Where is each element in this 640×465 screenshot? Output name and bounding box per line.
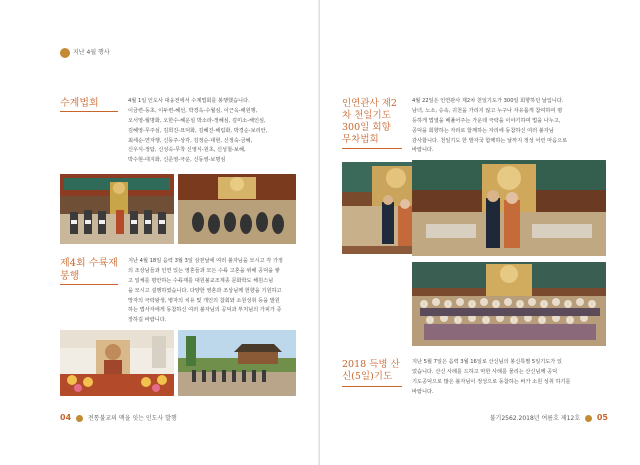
- section-rule: [342, 386, 402, 387]
- right-page: [320, 0, 640, 465]
- footer-left: [60, 413, 177, 422]
- footer-right: [490, 413, 608, 422]
- section-rule: [342, 148, 402, 149]
- section-body-ordination: 4월 1일 인도사 대웅전에서 수계법회를 봉행했습니다. 이금련-동초, 이두련-혜선, 박경옥-수월심, 이근옥-해원행, 오서영-월명화, 오한수-혜운심 박소라-정혜심, 김미소-해인심, 김혜영-무주심, 김희진-묘덕화, 김혜진-해림화, 박경순-보리안, 최세순-연자행, 신동주-상각, 김정순-대현, 신정숙-금혜, 신우식-정탐, 신성숙-무착 신영식-원초, 신성철-보혜, 박수현-대지화, 신준영-극운, 신동영-보명심: [128, 98, 268, 164]
- header-badge-icon: [60, 48, 70, 58]
- section-title-ordination: 수계법회: [60, 98, 99, 109]
- footer-logo-icon: [76, 415, 83, 422]
- photo-prayer-hall: [412, 160, 606, 256]
- section-body-suryukjae: 지난 4월 18일 음력 3월 3일 삼짇날에 여러 불자님을 모시고 각 가정 의 조상님들과 인연 있는 영혼들과 모든 수륙 고혼을 위해 공덕을 쌓 고 일체를 평안하는 수륙재를 대원불교조계종 문화학도 해원스님 을 모시고 설행하였습니다. 다양한 영혼과 조상님께 헌향을 기원하고 망자의 극락왕생, 병자의 치유 및 개인의 참회와 소원성취 등을 발원 하는 법사자에게 동참하신 여러 불자님의 공덕과 부처님의 가피가 증 장하길 바랍니다.: [128, 258, 283, 324]
- section-body-sanshin-prayer: 지난 5월 7일은 음력 3월 16일로 산신님의 봉신특별 5일기도가 있 었습니다. 산신 사례를 드하고 악한 사례를 물리는 산신님께 공덕 기도공덕으로 많은 불자님이 정성으로 동참하는 바가 소원 성취 하기를 바랍니다.: [412, 359, 571, 395]
- header-tag: 지난 4월 행사: [73, 49, 110, 56]
- photo-ordination-group: [60, 174, 174, 244]
- footer-logo-icon: [585, 415, 592, 422]
- section-rule: [60, 111, 118, 112]
- section-body-prayer-300: 4월 22일은 인연관사 제2차 천일기도가 300일 회향하던 날입니다. 남녀, 노소, 승속, 귀천을 가리지 않고 누구나 자유롭게 참여하여 평 등하게 법열을 베풀어주는 가운데 극락을 이야기하며 법을 나누고, 공덕을 회향하는 자리로 함께하는 자리에 동참하신 여러 불자님 감사합니다. 천일기도 한 발자국 함께하는 날까지 정성 어린 마음으로 바랍니다.: [412, 98, 568, 154]
- section-title-sanshin-prayer: 2018 득병 산신(5일)기도: [342, 359, 400, 382]
- photo-suryukjae-altar: [60, 330, 174, 396]
- page-number-left: 04: [60, 413, 72, 422]
- section-rule: [60, 284, 118, 285]
- section-title-prayer-300: 인연관사 제2차 천일기도 300일 회향 무차법회: [342, 98, 397, 145]
- photo-suryukjae-outdoor: [178, 330, 296, 396]
- photo-ordination-hall: [178, 174, 296, 244]
- footer-right-text: 불기2562.2018년 여름호 제12호: [489, 415, 581, 422]
- page-number-right: 05: [596, 413, 608, 422]
- footer-left-text: 전통불교의 맥을 잇는 인도사 발행: [87, 415, 177, 422]
- photo-group-portrait: [412, 262, 606, 346]
- section-title-suryukjae: 제4회 수륙재 봉행: [60, 258, 118, 282]
